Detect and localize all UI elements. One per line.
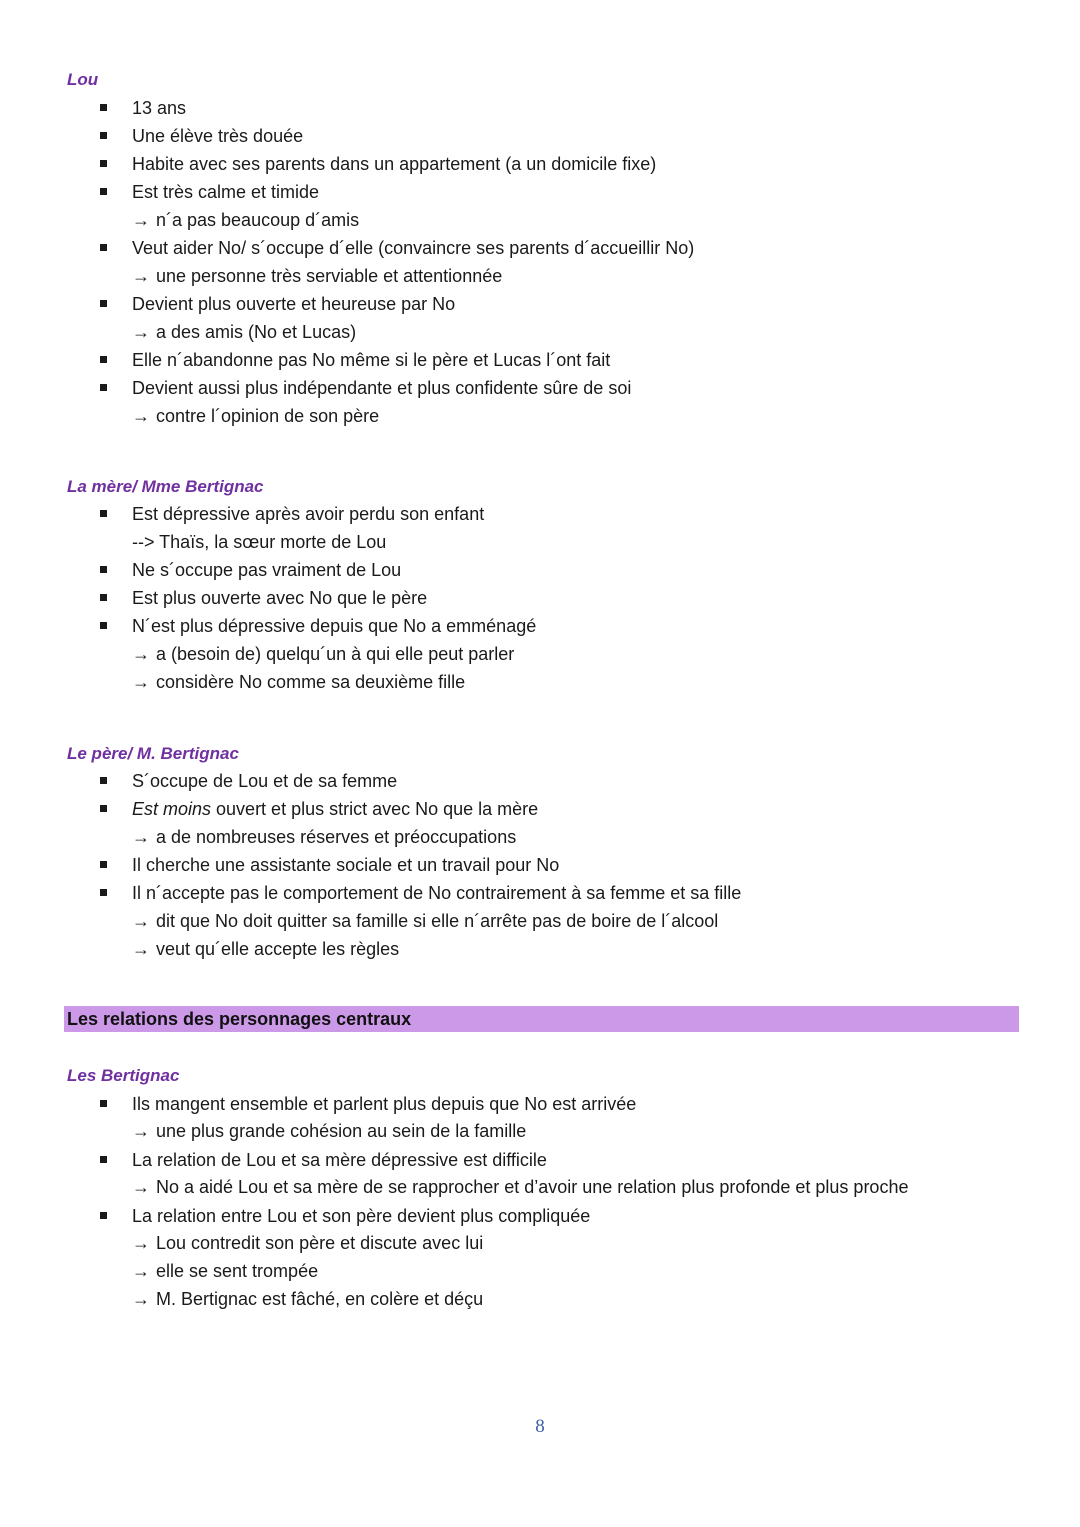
- sub-item: [132, 265, 502, 287]
- list-item: Ne s´occupe pas vraiment de Lou: [132, 560, 402, 580]
- list-item: La relation de Lou et sa mère dépressive est difficile: [132, 1150, 547, 1170]
- arrow-right-icon: →: [132, 1121, 150, 1141]
- sub-item-text: une personne très serviable et attentionnée: [156, 266, 503, 286]
- arrow-right-icon: →: [132, 827, 150, 847]
- sub-item-text: No a aidé Lou et sa mère de se rapprocher et d’avoir une relation plus profonde et plus proche: [156, 1177, 909, 1197]
- list-item: Habite avec ses parents dans un appartement (a un domicile fixe): [132, 154, 657, 174]
- bullet-icon: [100, 861, 107, 868]
- arrow-right-icon: →: [132, 322, 150, 342]
- list-item: Veut aider No/ s´occupe d´elle (convaincre ses parents d´accueillir No): [132, 238, 695, 258]
- list-item: Il cherche une assistante sociale et un travail pour No: [132, 855, 560, 875]
- sub-item: [132, 209, 359, 231]
- list-item-text: ouvert et plus strict avec No que la mère: [211, 799, 539, 819]
- bullet-icon: [100, 805, 107, 812]
- sub-item-text: M. Bertignac est fâché, en colère et déçu: [156, 1289, 484, 1309]
- list-item: Est plus ouverte avec No que le père: [132, 588, 428, 608]
- list-item: Une élève très douée: [132, 126, 304, 146]
- list-item: Devient aussi plus indépendante et plus confidente sûre de soi: [132, 378, 632, 398]
- bullet-icon: [100, 384, 107, 391]
- bullet-icon: [100, 300, 107, 307]
- sub-item-text: veut qu´elle accepte les règles: [156, 939, 400, 959]
- section-title: Les relations des personnages centraux: [67, 1009, 412, 1029]
- list-item: Ils mangent ensemble et parlent plus depuis que No est arrivée: [132, 1094, 637, 1114]
- list-item: La relation entre Lou et son père devient plus compliquée: [132, 1206, 591, 1226]
- heading-lou: Lou: [67, 70, 99, 89]
- sub-item: [132, 1260, 318, 1282]
- list-item: N´est plus dépressive depuis que No a emménagé: [132, 616, 537, 636]
- bullet-icon: [100, 1100, 107, 1107]
- sub-item-text: considère No comme sa deuxième fille: [156, 672, 466, 692]
- bullet-icon: [100, 1156, 107, 1163]
- arrow-right-icon: →: [132, 672, 150, 692]
- bullet-icon: [100, 132, 107, 139]
- arrow-right-icon: →: [132, 1289, 150, 1309]
- bullet-icon: [100, 566, 107, 573]
- heading-mere: La mère/ Mme Bertignac: [67, 477, 264, 496]
- arrow-right-icon: →: [132, 939, 150, 959]
- sub-item: [132, 405, 379, 427]
- arrow-right-icon: →: [132, 406, 150, 426]
- heading-pere: Le père/ M. Bertignac: [67, 744, 239, 763]
- sub-item: --> Thaïs, la sœur morte de Lou: [132, 532, 387, 552]
- sub-item-text: une plus grande cohésion au sein de la famille: [156, 1121, 527, 1141]
- list-item: S´occupe de Lou et de sa femme: [132, 771, 398, 791]
- arrow-right-icon: →: [132, 1233, 150, 1253]
- bullet-icon: [100, 510, 107, 517]
- sub-item-text: dit que No doit quitter sa famille si elle n´arrête pas de boire de l´alcool: [156, 911, 719, 931]
- list-item: Est très calme et timide: [132, 182, 320, 202]
- sub-item-text: n´a pas beaucoup d´amis: [156, 210, 360, 230]
- list-item: Elle n´abandonne pas No même si le père et Lucas l´ont fait: [132, 350, 611, 370]
- arrow-right-icon: →: [132, 1261, 150, 1281]
- sub-item-text: a (besoin de) quelqu´un à qui elle peut parler: [156, 644, 515, 664]
- list-item: 13 ans: [132, 98, 187, 118]
- sub-item: [132, 321, 356, 343]
- arrow-right-icon: →: [132, 1177, 150, 1197]
- bullet-icon: [100, 594, 107, 601]
- bullet-icon: [100, 889, 107, 896]
- sub-item: [132, 826, 516, 848]
- sub-item-text: elle se sent trompée: [156, 1261, 319, 1281]
- sub-item-text: contre l´opinion de son père: [156, 406, 380, 426]
- list-item: Il n´accepte pas le comportement de No contrairement à sa femme et sa fille: [132, 883, 742, 903]
- bullet-icon: [100, 622, 107, 629]
- list-item-italic: Est moins: [132, 799, 212, 819]
- bullet-icon: [100, 244, 107, 251]
- bullet-icon: [100, 356, 107, 363]
- arrow-right-icon: →: [132, 266, 150, 286]
- sub-item: [132, 1120, 526, 1142]
- list-item: Devient plus ouverte et heureuse par No: [132, 294, 456, 314]
- sub-item: [132, 671, 465, 693]
- sub-item: [132, 1176, 908, 1198]
- bullet-icon: [100, 160, 107, 167]
- sub-item: [132, 643, 514, 665]
- sub-item: [132, 938, 399, 960]
- bullet-icon: [100, 1212, 107, 1219]
- bullet-icon: [100, 188, 107, 195]
- bullet-icon: [100, 777, 107, 784]
- bullet-icon: [100, 104, 107, 111]
- list-item: [132, 798, 538, 820]
- sub-item: [132, 1232, 483, 1254]
- arrow-right-icon: →: [132, 911, 150, 931]
- section-header: [64, 1006, 1019, 1032]
- sub-item-text: Lou contredit son père et discute avec lui: [156, 1233, 484, 1253]
- arrow-right-icon: →: [132, 644, 150, 664]
- heading-bertignac: Les Bertignac: [67, 1066, 180, 1085]
- arrow-right-icon: →: [132, 210, 150, 230]
- page-number: 8: [535, 1416, 545, 1437]
- sub-item: [132, 910, 718, 932]
- sub-item-text: a de nombreuses réserves et préoccupations: [156, 827, 517, 847]
- sub-item: [132, 1288, 483, 1310]
- sub-item-text: a des amis (No et Lucas): [156, 322, 357, 342]
- list-item: Est dépressive après avoir perdu son enfant: [132, 504, 485, 524]
